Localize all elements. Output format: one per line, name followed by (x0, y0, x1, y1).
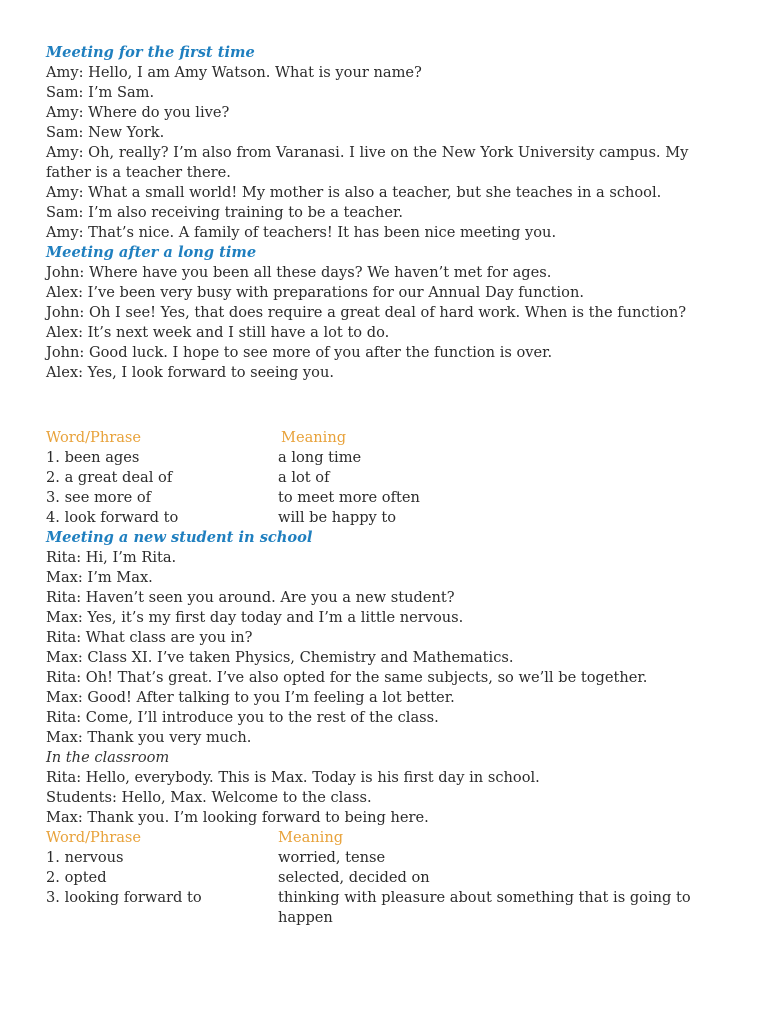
dialogue-line: Amy: Where do you live? (46, 104, 230, 121)
dialogue-line: Rita: Hello, everybody. This is Max. Today is his first day in school. (46, 769, 540, 786)
dialogue-line: Alex: It’s next week and I still have a lot to do. (46, 324, 390, 341)
vocab-word: 1. been ages (46, 449, 140, 466)
dialogue-line: Alex: I’ve been very busy with preparations for our Annual Day function. (46, 284, 585, 301)
section-heading: Meeting after a long time (46, 244, 257, 261)
dialogue-line: Amy: Oh, really? I’m also from Varanasi. I live on the New York University campus. My (46, 144, 689, 161)
word-column-header: Word/Phrase (46, 429, 142, 446)
vocab-word: 3. looking forward to (46, 889, 202, 906)
section-heading: Meeting for the first time (46, 44, 255, 61)
vocab-word: 1. nervous (46, 849, 124, 866)
vocab-row (46, 868, 746, 888)
section-subheading: In the classroom (46, 749, 170, 766)
dialogue-line: Max: Thank you very much. (46, 729, 252, 746)
dialogue-line: Max: Thank you. I’m looking forward to being here. (46, 809, 429, 826)
vocab-meaning: selected, decided on (278, 869, 430, 886)
meaning-column-header: Meaning (281, 429, 347, 446)
dialogue-line: Max: Yes, it’s my first day today and I’m a little nervous. (46, 609, 464, 626)
dialogue-line: Rita: Hi, I’m Rita. (46, 549, 177, 566)
spacer (46, 383, 746, 408)
dialogue-line: father is a teacher there. (46, 164, 231, 181)
dialogue-line: John: Where have you been all these days? We haven’t met for ages. (46, 264, 552, 281)
vocab-row (46, 848, 746, 868)
meaning-column-header: Meaning (278, 829, 344, 846)
dialogue-line: Max: Good! After talking to you I’m feeling a lot better. (46, 689, 455, 706)
vocab-meaning: worried, tense (278, 849, 386, 866)
dialogue-line: Rita: Come, I’ll introduce you to the rest of the class. (46, 709, 439, 726)
dialogue-line: Alex: Yes, I look forward to seeing you. (46, 364, 335, 381)
vocab-word: 4. look forward to (46, 509, 179, 526)
vocab-row (46, 508, 746, 528)
vocab-row (46, 448, 746, 468)
dialogue-line: Rita: Oh! That’s great. I’ve also opted for the same subjects, so we’ll be together. (46, 669, 648, 686)
dialogue-line: Amy: Hello, I am Amy Watson. What is your name? (46, 64, 422, 81)
vocab-table-header (46, 828, 746, 848)
word-column-header: Word/Phrase (46, 829, 142, 846)
vocab-word: 2. opted (46, 869, 107, 886)
vocab-word: 2. a great deal of (46, 469, 173, 486)
document-page (46, 43, 746, 928)
dialogue-line: Amy: What a small world! My mother is also a teacher, but she teaches in a school. (46, 184, 662, 201)
dialogue-line: Max: Class XI. I’ve taken Physics, Chemistry and Mathematics. (46, 649, 514, 666)
vocab-row (46, 468, 746, 488)
dialogue-line: John: Oh I see! Yes, that does require a great deal of hard work. When is the function? (46, 304, 687, 321)
vocab-meaning: will be happy to (278, 509, 397, 526)
dialogue-line: Students: Hello, Max. Welcome to the class. (46, 789, 372, 806)
dialogue-line: Max: I’m Max. (46, 569, 153, 586)
spacer (46, 408, 746, 428)
vocab-meaning: a lot of (278, 469, 330, 486)
dialogue-line: Sam: New York. (46, 124, 165, 141)
dialogue-line: Rita: Haven’t seen you around. Are you a new student? (46, 589, 455, 606)
dialogue-line: Amy: That’s nice. A family of teachers! It has been nice meeting you. (46, 224, 557, 241)
vocab-table-header (46, 428, 746, 448)
vocab-meaning: a long time (278, 449, 362, 466)
dialogue-line: Sam: I’m Sam. (46, 84, 155, 101)
vocab-meaning: thinking with pleasure about something that is going to happen (278, 889, 691, 926)
vocab-row (46, 888, 746, 928)
dialogue-line: John: Good luck. I hope to see more of you after the function is over. (46, 344, 553, 361)
section-heading: Meeting a new student in school (46, 529, 313, 546)
dialogue-line: Rita: What class are you in? (46, 629, 253, 646)
vocab-row (46, 488, 746, 508)
vocab-meaning: to meet more often (278, 489, 420, 506)
dialogue-line: Sam: I’m also receiving training to be a teacher. (46, 204, 403, 221)
vocab-word: 3. see more of (46, 489, 152, 506)
